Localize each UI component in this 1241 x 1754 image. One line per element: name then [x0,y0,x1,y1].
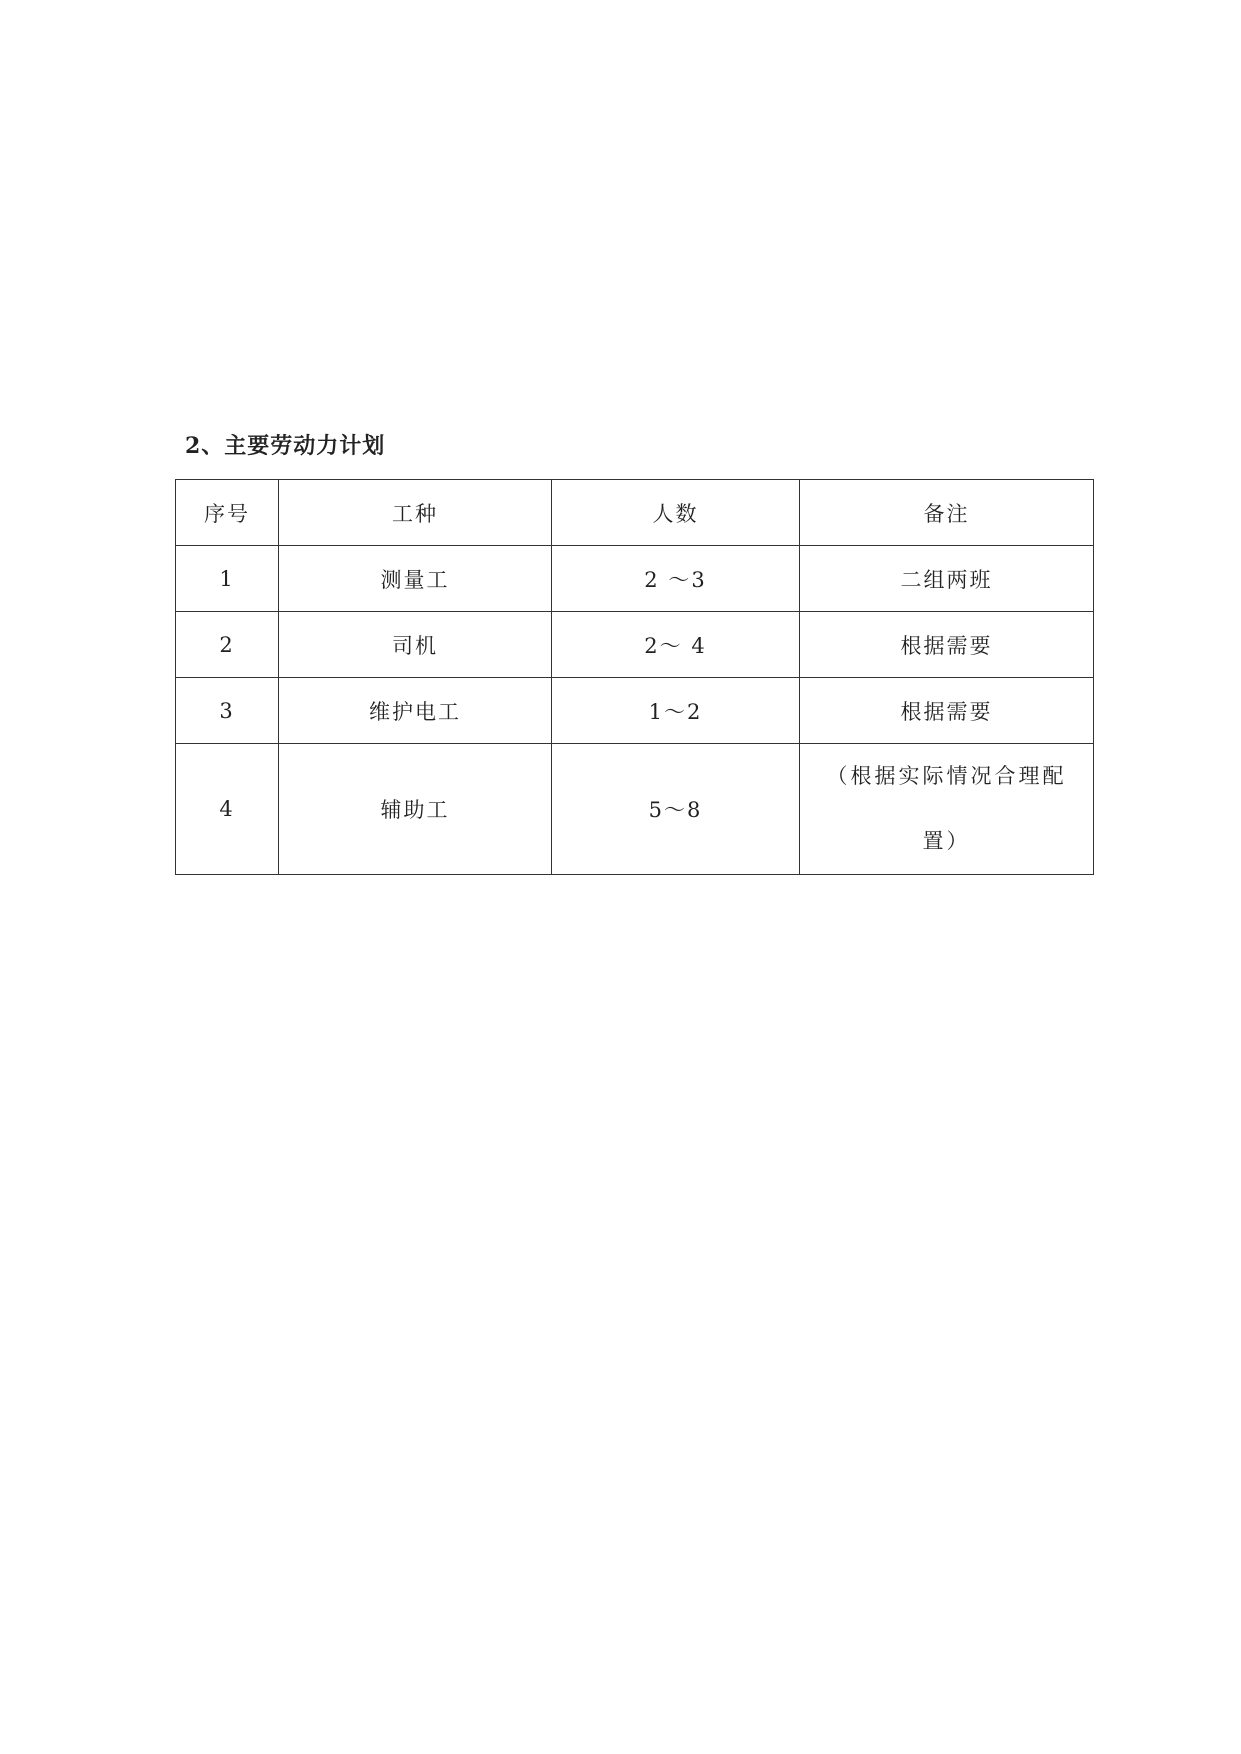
cell-count: 2～ 4 [552,612,800,678]
cell-no: 4 [176,744,279,875]
table-row [176,546,1094,612]
cell-note: 根据需要 [800,678,1094,744]
header-count: 人数 [552,480,800,546]
cell-no: 3 [176,678,279,744]
cell-type: 测量工 [279,546,552,612]
header-type: 工种 [279,480,552,546]
cell-note: 二组两班 [800,546,1094,612]
cell-type: 司机 [279,612,552,678]
cell-no: 1 [176,546,279,612]
cell-count: 5～8 [552,744,800,875]
cell-type: 维护电工 [279,678,552,744]
table-row [176,744,1094,875]
section-title: 2、主要劳动力计划 [185,433,386,459]
table-row [176,612,1094,678]
labor-plan-table [175,479,1094,875]
header-no: 序号 [176,480,279,546]
cell-type: 辅助工 [279,744,552,875]
table-row [176,678,1094,744]
cell-count: 1～2 [552,678,800,744]
header-note: 备注 [800,480,1094,546]
cell-note: （根据实际情况合理配置） [800,744,1094,875]
cell-count: 2 ～3 [552,546,800,612]
table-header-row [176,480,1094,546]
cell-no: 2 [176,612,279,678]
cell-note: 根据需要 [800,612,1094,678]
